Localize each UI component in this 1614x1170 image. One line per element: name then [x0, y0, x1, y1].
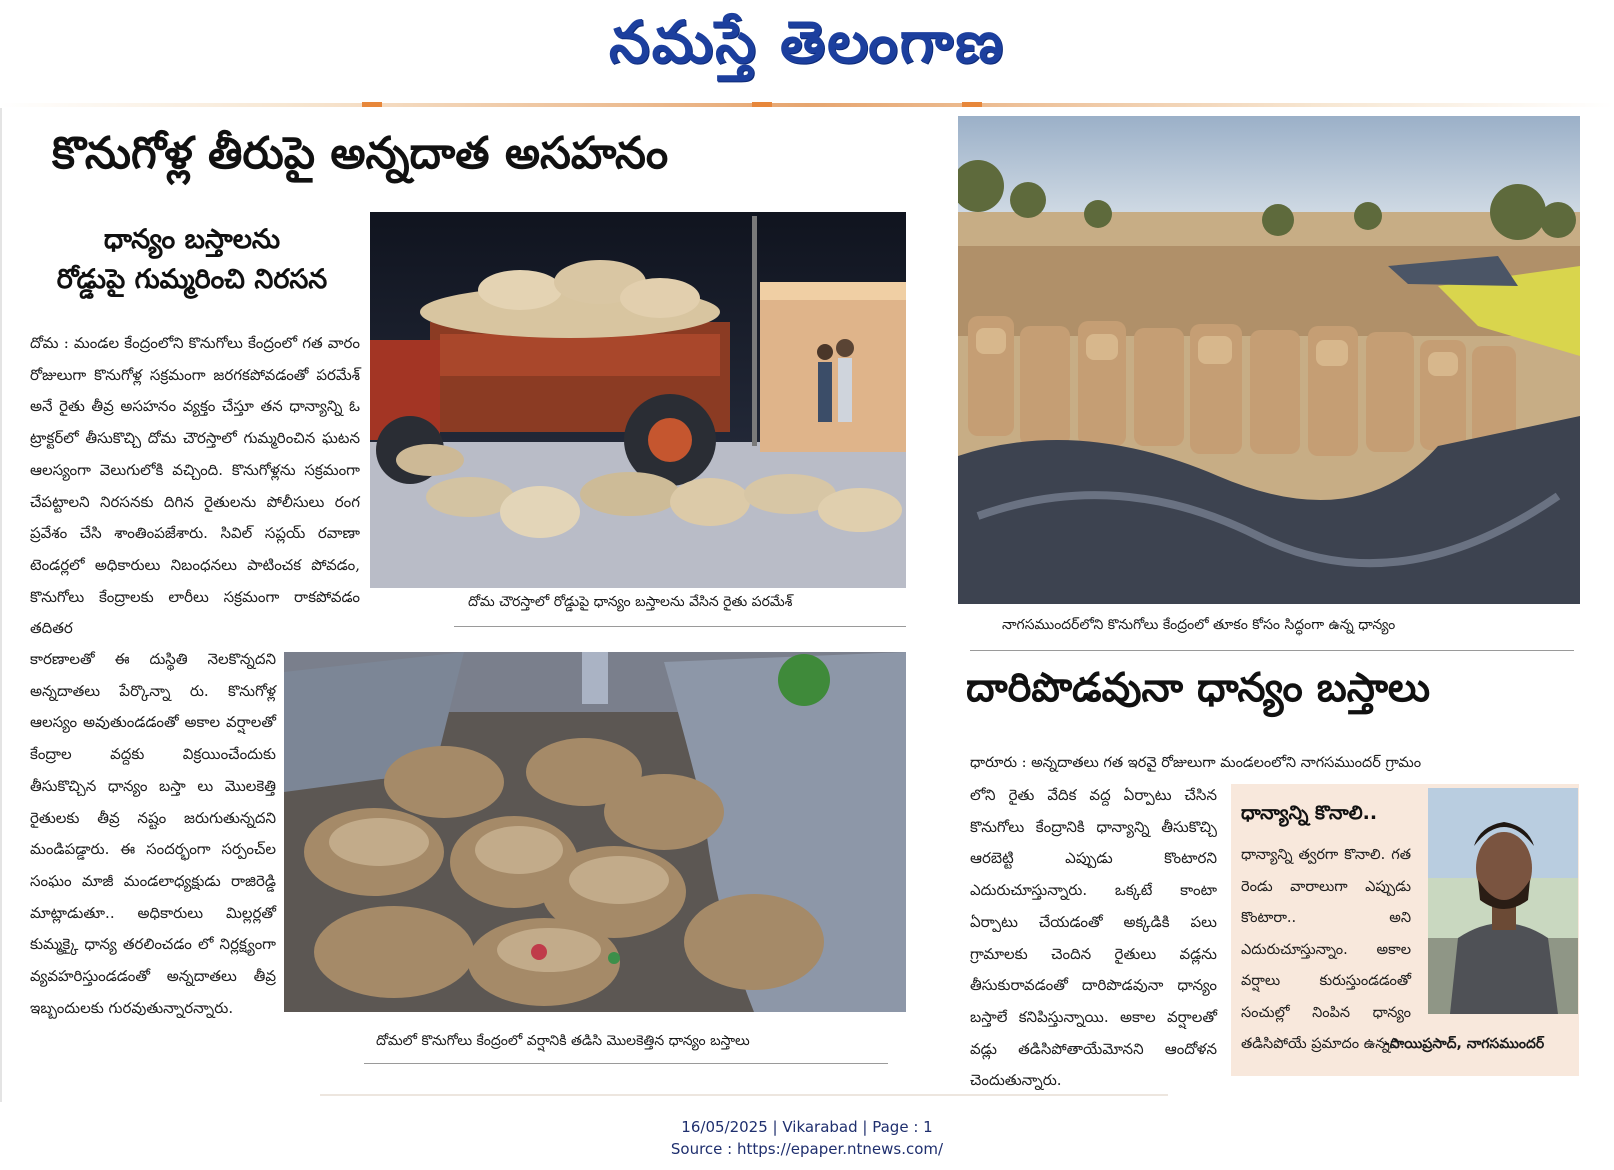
bottom-divider — [320, 1094, 1168, 1096]
subheadline-line-1: ధాన్యం బస్తాలను — [103, 224, 281, 255]
photo-sprouted-grain-bags — [284, 652, 906, 1012]
farmer-portrait-photo — [1428, 788, 1578, 1014]
photo-purchase-centre-grain — [958, 116, 1580, 604]
photo-tractor-grain-bags — [370, 212, 906, 588]
story1-subheadline — [22, 220, 362, 300]
divider-accent-mid — [752, 102, 772, 107]
edition-info: 16/05/2025 | Vikarabad | Page : 1 — [681, 1118, 933, 1136]
photo2-caption: దోమలో కొనుగోలు కేంద్రంలో వర్షానికి తడిసి మొలకెత్తిన ధాన్యం బస్తాలు — [376, 1033, 750, 1049]
story1-body-column-2: కారణాలతో ఈ దుస్థితి నెలకొన్నదని అన్నదాతలు పేర్కొన్నా రు. కొనుగోళ్ల ఆలస్యం అవుతుండడంతో అకాల వర్షాలతో కేంద్రాల వద్దకు విక్రయించేందుకు తీసుకొచ్చిన ధాన్యం బస్తా లు మొలకెత్తి రైతులకు తీవ్ర నష్టం జరుగుతున్నదని మండిపడ్డారు. ఈ సందర్భంగా సర్పంచ్‌ల సంఘం మాజీ మండలాధ్యక్షుడు రాజిరెడ్డి మాట్లాడుతూ.. అధికారులు మిల్లర్లతో కుమ్మక్కై ధాన్య తరలించడం లో నిర్లక్ష్యంగా వ్యవహరిస్తుండడంతో అన్నదాతలు తీవ్ర ఇబ్బందులకు గురవుతున్నారన్నారు. — [30, 650, 276, 1017]
source-url[interactable]: Source : https://epaper.ntnews.com/ — [670, 1140, 944, 1158]
divider-accent-left — [362, 102, 382, 107]
photo1-caption: దోమ చౌరస్తాలో రోడ్డుపై ధాన్యం బస్తాలను వేసిన రైతు పరమేశ్ — [468, 594, 793, 610]
newspaper-masthead: నమస్తే తెలంగాణ — [609, 8, 1005, 76]
caption-rule — [364, 1063, 888, 1064]
caption-rule — [970, 650, 1574, 651]
story2-headline: దారిపొడవునా ధాన్యం బస్తాలు — [966, 665, 1431, 711]
story1-body-column-1: దోమ : మండల కేంద్రంలోని కొనుగోలు కేంద్రంలో గత వారం రోజులుగా కొనుగోళ్ల సక్రమంగా జరగకపోవడంతో పరమేశ్ అనే రైతు తీవ్ర అసహనం వ్యక్తం చేస్తూ తన ధాన్యాన్ని ఓ ట్రాక్టర్‌లో తీసుకొచ్చి దోమ చౌరస్తాలో గుమ్మరించిన ఘటన ఆలస్యంగా వెలుగులోకి వచ్చింది. కొనుగోళ్లను సక్రమంగా చేపట్టాలని నిరసనకు దిగిన రైతులను పోలీసులు రంగ ప్రవేశం చేసి శాంతింపజేశారు. సివిల్ సప్లయ్ రవాణా టెండర్లలో అధికారులు నిబంధనలు పాటించక పోవడం, కొనుగోలు కేంద్రాలకు లారీలు సక్రమంగా రాకపోవడం తదితర — [30, 334, 360, 638]
divider-accent-right — [962, 102, 982, 107]
story2-lead-line: ధారూరు : అన్నదాతలు గత ఇరవై రోజులుగా మండలంలోని నాగసముందర్ గ్రామం — [970, 755, 1422, 771]
quote-box-text: ధాన్యాన్ని త్వరగా కొనాలి. గత రెండు వారాలుగా ఎప్పుడు కొంటారా.. అని ఎదురుచూస్తున్నాం. అకాల వర్షాలు కురుస్తుండడంతో సంచుల్లో నింపిన ధాన్యం తడిసిపోయే ప్రమాదం ఉన్నది. — [1241, 847, 1411, 1052]
quote-box-title: ధాన్యాన్ని కొనాలి.. — [1241, 802, 1378, 824]
quote-byline: -సాయిప్రసాద్, నాగసముందర్ — [1384, 1036, 1545, 1052]
story1-headline: కొనుగోళ్ల తీరుపై అన్నదాత అసహనం — [52, 128, 669, 179]
story2-body: లోని రైతు వేదిక వద్ద ఏర్పాటు చేసిన కొనుగోలు కేంద్రానికి ధాన్యాన్ని తీసుకొచ్చి ఆరబెట్టి ఎప్పుడు కొంటారని ఎదురుచూస్తున్నారు. ఒక్కటే కాంటా ఏర్పాటు చేయడంతో అక్కడికి పలు గ్రామాలకు చెందిన రైతులు వడ్లను తీసుకురావడంతో దారిపొడవునా ధాన్యం బస్తాలే కనిపిస్తున్నాయి. అకాల వర్షాలతో వడ్లు తడిసిపోతాయేమోనని ఆందోళన చెందుతున్నారు. — [970, 786, 1217, 1090]
subheadline-line-2: రోడ్డుపై గుమ్మరించి నిరసన — [56, 264, 328, 295]
page-left-border — [0, 108, 2, 1102]
masthead-divider — [0, 103, 1614, 107]
photo3-caption: నాగసముందర్‌లోని కొనుగోలు కేంద్రంలో తూకం కోసం సిద్ధంగా ఉన్న ధాన్యం — [1002, 617, 1396, 633]
caption-rule — [454, 626, 906, 627]
